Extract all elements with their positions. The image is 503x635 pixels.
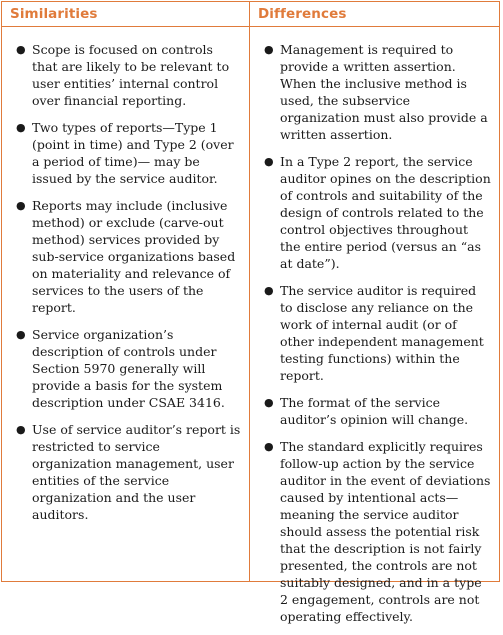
difference-text: In a Type 2 report, the service auditor opines on the description of controls and suitability of the design of controls related to the control objectives throughout the entire period (versus an “as at date”). <box>280 154 491 271</box>
bullet-icon: ● <box>264 155 274 168</box>
differences-header: Differences <box>250 2 499 27</box>
difference-item <box>262 41 491 143</box>
comparison-table <box>1 1 500 624</box>
bullet-icon: ● <box>16 121 26 134</box>
bullet-icon: ● <box>264 43 274 56</box>
similarity-text: Service organization’s description of controls under Section 5970 generally will provide a basis for the system description under CSAE 3416. <box>32 327 225 410</box>
bullet-icon: ● <box>264 284 274 297</box>
similarities-column <box>2 2 249 533</box>
similarity-text: Two types of reports—Type 1 (point in time) and Type 2 (over a period of time)— may be issued by the service auditor. <box>32 120 234 186</box>
bullet-icon: ● <box>16 328 26 341</box>
bullet-icon: ● <box>16 199 26 212</box>
difference-item <box>262 282 491 384</box>
similarity-item <box>14 41 241 109</box>
difference-text: The format of the service auditor’s opinion will change. <box>280 395 469 427</box>
bullet-icon: ● <box>16 43 26 56</box>
bullet-icon: ● <box>264 440 274 453</box>
bullet-icon: ● <box>264 396 274 409</box>
bullet-icon: ● <box>16 423 26 436</box>
similarity-text: Use of service auditor’s report is restricted to service organization management, user entities of the service organization and the user auditors. <box>32 422 241 522</box>
differences-column <box>250 2 499 635</box>
difference-item <box>262 153 491 272</box>
difference-text: The service auditor is required to disclose any reliance on the work of internal audit (or of other independent management testing functions) within the report. <box>280 283 484 383</box>
similarity-text: Scope is focused on controls that are likely to be relevant to user entities’ internal control over financial reporting. <box>32 42 230 108</box>
difference-item <box>262 438 491 625</box>
similarity-item <box>14 119 241 187</box>
difference-text: The standard explicitly requires follow-up action by the service auditor in the event of deviations caused by intentional acts—meaning the service auditor should assess the potential risk that the description is not fairly presented, the controls are not suitably designed, and in a type 2 engagement, controls are not operating effectively. <box>280 439 491 624</box>
difference-text: Management is required to provide a written assertion. When the inclusive method is used, the subservice organization must also provide a written assertion. <box>280 42 488 142</box>
difference-item <box>262 394 491 428</box>
similarities-list <box>2 27 249 523</box>
similarity-item <box>14 421 241 523</box>
similarity-text: Reports may include (inclusive method) or exclude (carve-out method) services provided by sub-service organizations based on materiality and relevance of services to the users of the report. <box>32 198 236 315</box>
differences-list <box>250 27 499 625</box>
similarities-header: Similarities <box>2 2 249 27</box>
similarity-item <box>14 197 241 316</box>
similarity-item <box>14 326 241 411</box>
